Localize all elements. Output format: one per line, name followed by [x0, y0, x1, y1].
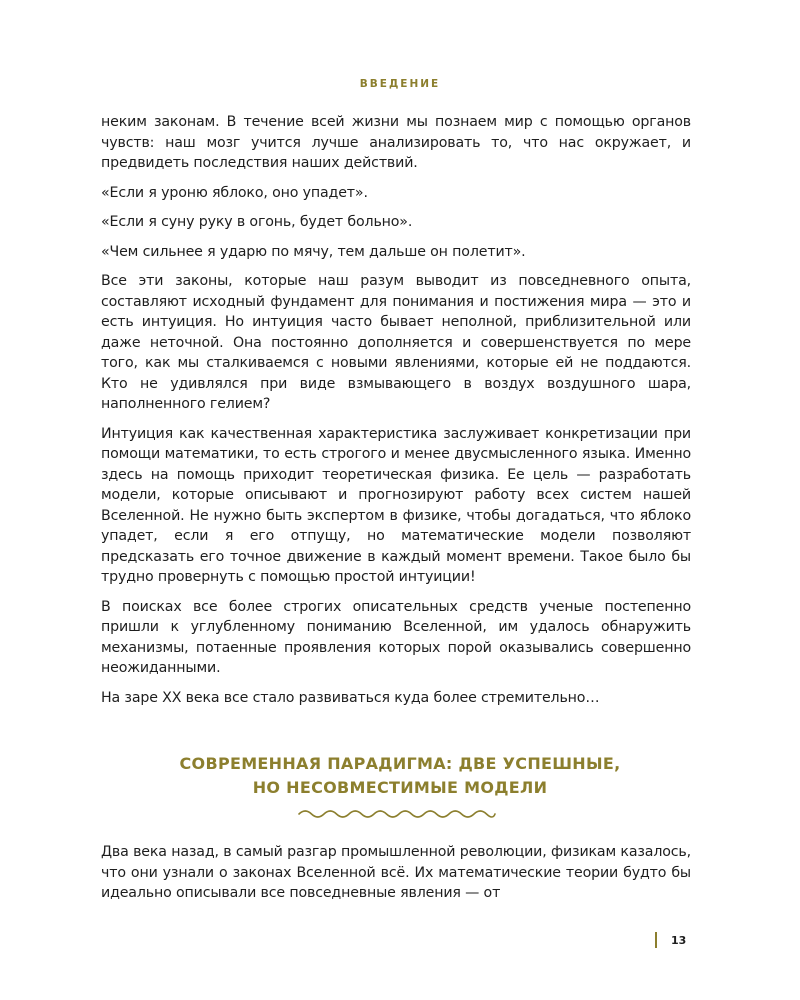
paragraph-mathematics: Интуиция как качественная характеристика заслуживает конкретизации при помощи математики, то есть строгого и менее двусмысленного языка. Именно здесь на помощь приходит теоретическая физика. Ее цель — разработать модели, которые описывают и прогнозируют работу всех систем нашей Вселенной. Не нужно быть экспертом в физике, чтобы догадаться, что яблоко упадет, если я его отпущу, но математические модели позволяют предсказать его точное движение в каждый момент времени. Такое было бы трудно провернуть с помощью простой интуиции!: [101, 425, 691, 585]
paragraph-senses: неким законам. В течение всей жизни мы познаем мир с помощью органов чувств: наш мозг учится лучше анализировать то, что нас окружает, и предвидеть последствия наших действий.: [101, 114, 691, 171]
quote-apple: «Если я уроню яблоко, оно упадет».: [101, 184, 368, 201]
wave-ornament-icon: [297, 805, 497, 823]
section-heading-line-2: НО НЕСОВМЕСТИМЫЕ МОДЕЛИ: [252, 778, 548, 797]
section-heading-line-1: СОВРЕМЕННАЯ ПАРАДИГМА: ДВЕ УСПЕШНЫЕ,: [179, 754, 621, 773]
page-number: 13: [671, 933, 687, 947]
footer-rule: [655, 932, 657, 948]
paragraph-understanding: В поисках все более строгих описательных средств ученые постепенно пришли к углубленному пониманию Вселенной, им удалось обнаружить механизмы, потаенные проявления которых порой оказывались совершенно неожиданными.: [101, 598, 691, 676]
paragraph-industrial-revolution: Два века назад, в самый разгар промышленной революции, физикам казалось, что они узнали о законах Вселенной всё. Их математические теории будто бы идеально описывали все повседневные явления — от: [101, 844, 691, 901]
body-text-bottom: [101, 842, 691, 913]
paragraph-twentieth-century: На заре XX века все стало развиваться куда более стремительно…: [101, 689, 600, 706]
page-footer: [655, 932, 686, 948]
section-heading: [0, 752, 800, 800]
body-text-top: [101, 112, 691, 717]
quote-fire: «Если я суну руку в огонь, будет больно».: [101, 214, 413, 230]
running-header: ВВЕДЕНИЕ: [359, 78, 441, 90]
paragraph-intuition: Все эти законы, которые наш разум выводит из повседневного опыта, составляют исходный фундамент для понимания и постижения мира — это и есть интуиция. Но интуиция часто бывает неполной, приблизительной или даже неточной. Она постоянно дополняется и совершенствуется по мере того, как мы сталкиваемся с новыми явлениями, которые ей не поддаются. Кто не удивлялся при виде взмывающего в воздух воздушного шара, наполненного гелием?: [101, 273, 691, 412]
quote-ball: «Чем сильнее я ударю по мячу, тем дальше он полетит».: [101, 243, 526, 260]
